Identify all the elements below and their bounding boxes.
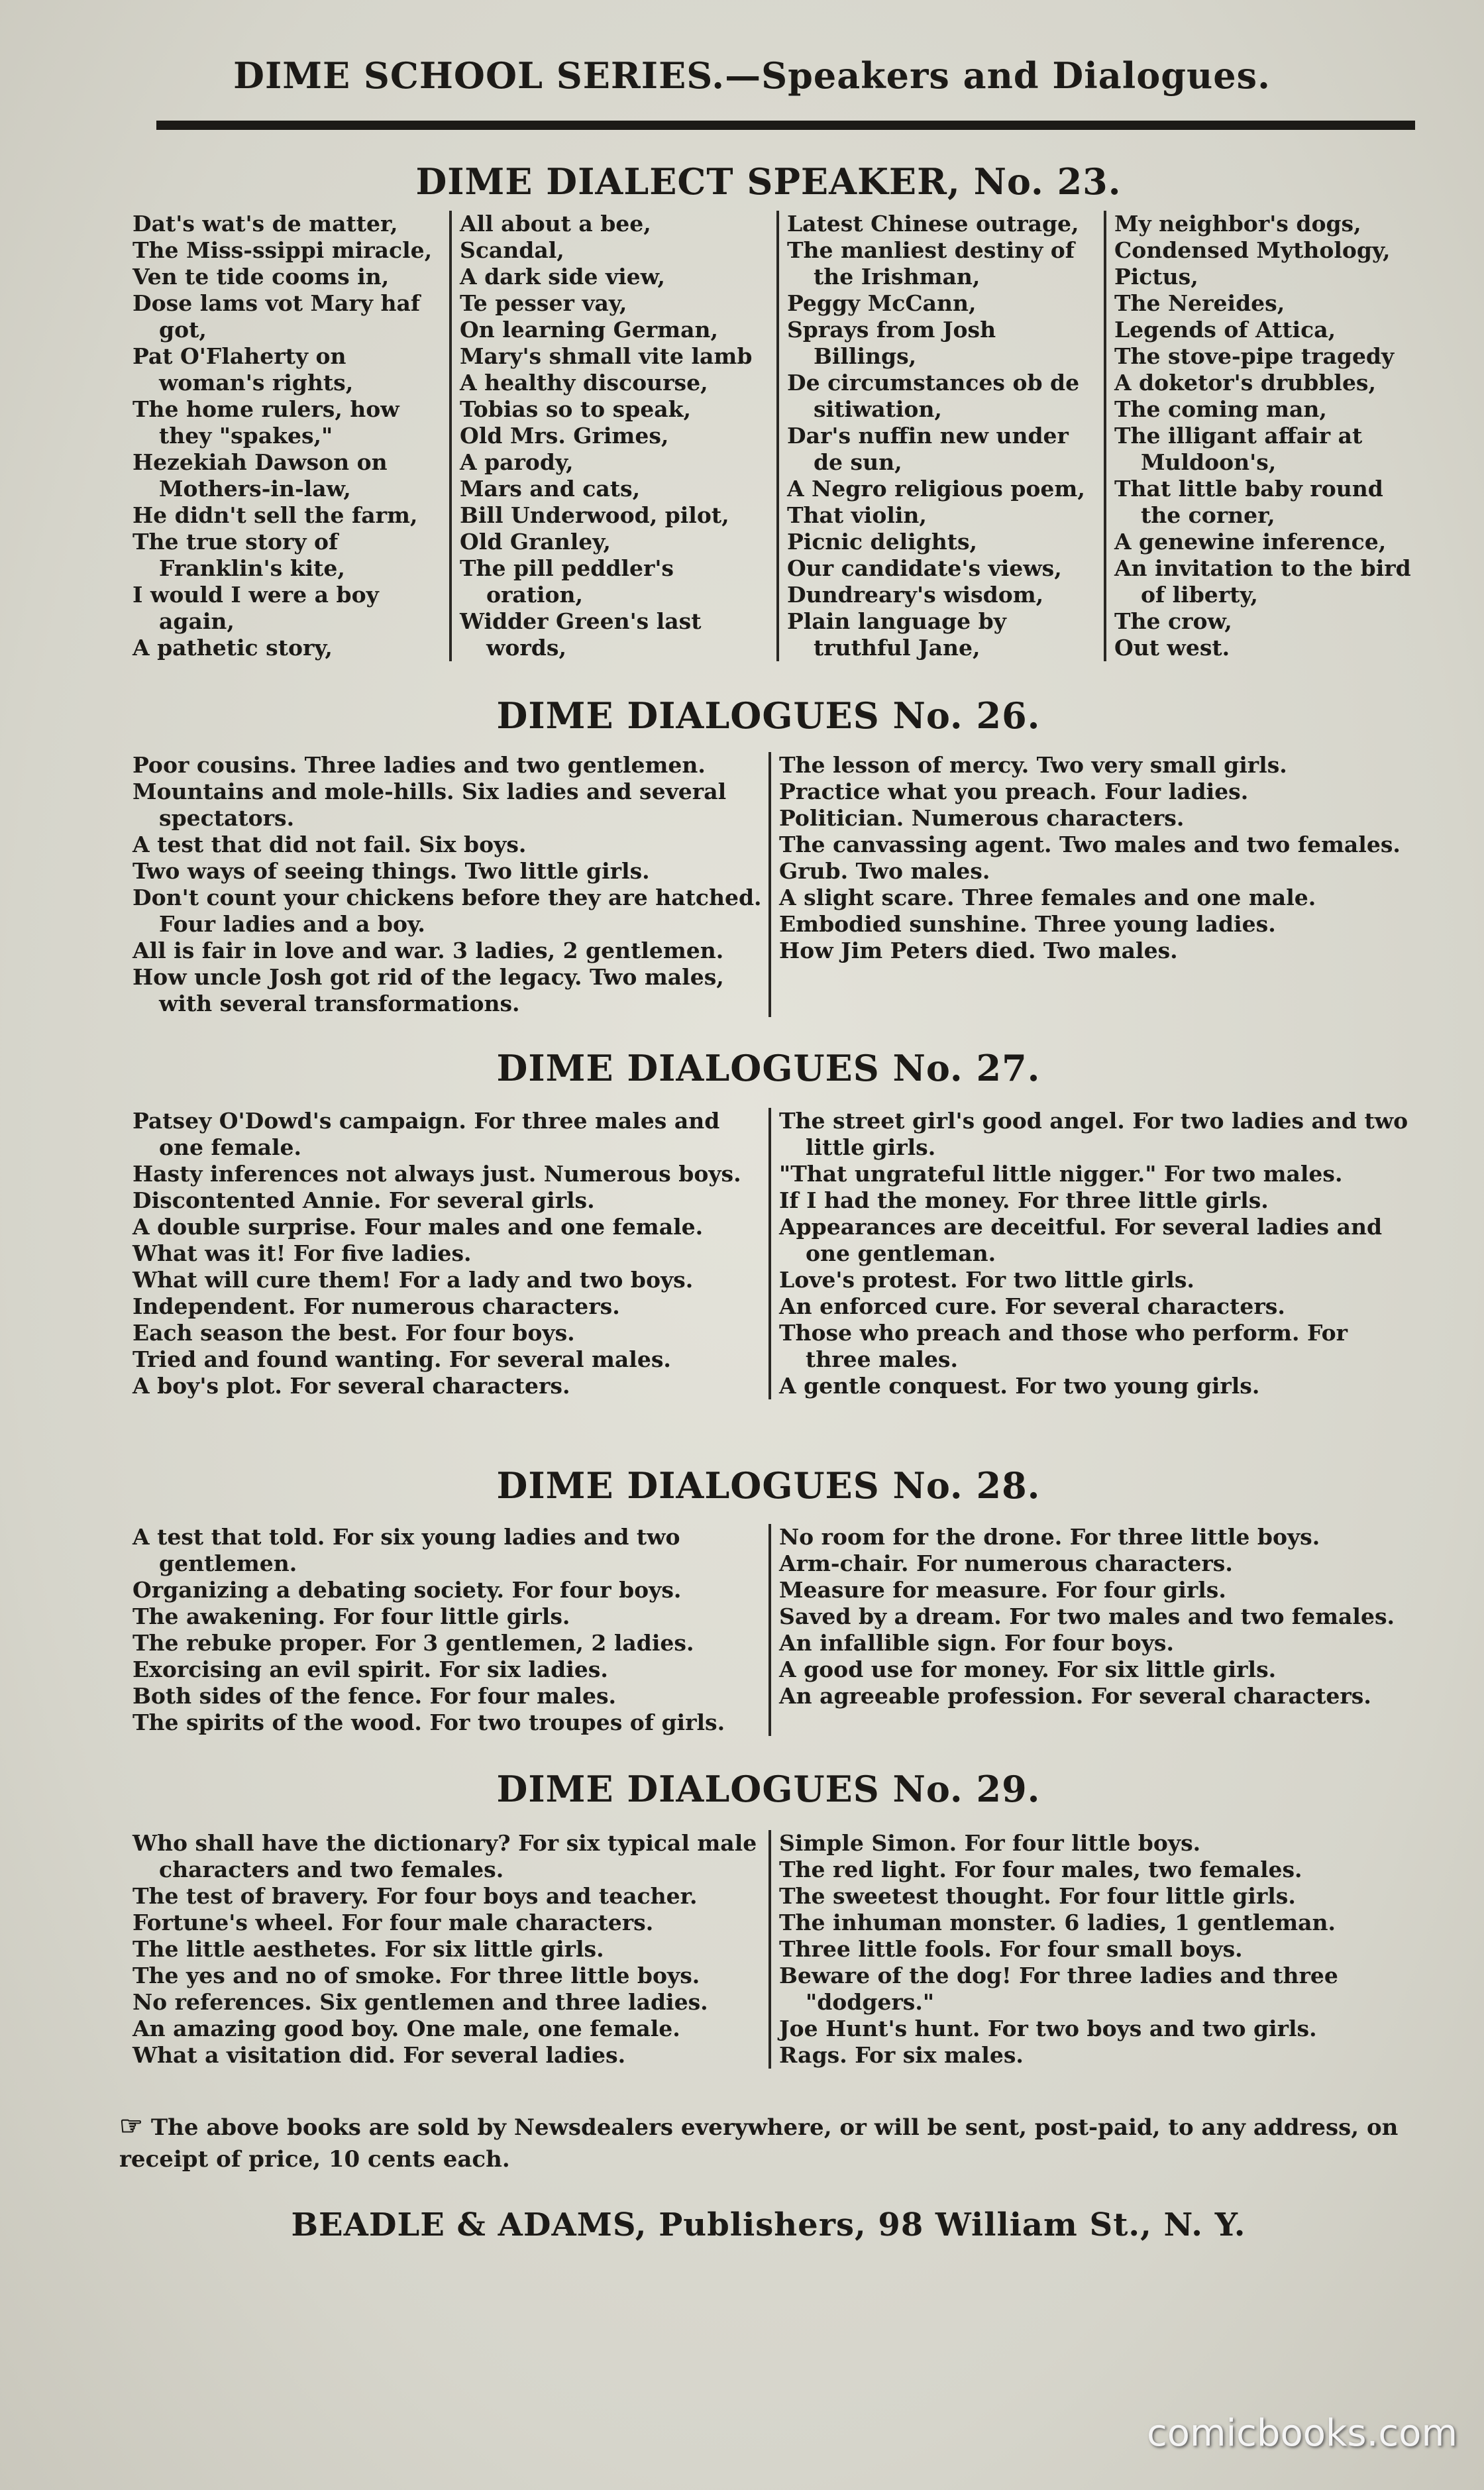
section-body-dialogues-29 bbox=[132, 1830, 1424, 2069]
column bbox=[132, 1108, 768, 1399]
list-item: What will cure them! For a lady and two boys. bbox=[132, 1267, 694, 1293]
list-item: Two ways of seeing things. Two little girls. bbox=[132, 858, 650, 884]
page-header: DIME SCHOOL SERIES.—Speakers and Dialogues. bbox=[233, 54, 1271, 97]
list-item: Latest Chinese outrage, bbox=[786, 211, 1079, 237]
list-item: No references. Six gentlemen and three ladies. bbox=[132, 1989, 708, 2015]
list-item: Scandal, bbox=[459, 237, 564, 263]
list-item: Te pesser vay, bbox=[459, 290, 627, 316]
list-item: Bill Underwood, pilot, bbox=[459, 502, 729, 528]
list-item: A genewine inference, bbox=[1114, 529, 1387, 555]
list-item: Beware of the dog! For three ladies and three "dodgers." bbox=[779, 1963, 1338, 2015]
list-item: The little aesthetes. For six little girls. bbox=[132, 1936, 604, 1962]
list-item: The yes and no of smoke. For three little boys. bbox=[132, 1963, 700, 1988]
list-item: An enforced cure. For several characters. bbox=[779, 1293, 1285, 1319]
list-item: The home rulers, how they "spakes," bbox=[132, 396, 399, 449]
list-item: That little baby round the corner, bbox=[1114, 476, 1383, 528]
list-item: The true story of Franklin's kite, bbox=[132, 529, 345, 581]
list-item: The lesson of mercy. Two very small girls. bbox=[779, 752, 1287, 778]
list-item: The rebuke proper. For 3 gentlemen, 2 ladies. bbox=[132, 1630, 694, 1656]
section-title-dialect-speaker-23: DIME DIALECT SPEAKER, No. 23. bbox=[415, 160, 1122, 203]
list-item: Those who preach and those who perform. For three males. bbox=[779, 1320, 1348, 1372]
list-item: I would I were a boy again, bbox=[132, 582, 379, 634]
list-item: The inhuman monster. 6 ladies, 1 gentleman. bbox=[779, 1910, 1336, 1935]
list-item: Love's protest. For two little girls. bbox=[779, 1267, 1194, 1293]
section-body-dialogues-26 bbox=[132, 752, 1424, 1017]
column bbox=[449, 211, 776, 661]
column bbox=[776, 211, 1104, 661]
list-item: Old Granley, bbox=[459, 529, 611, 555]
list-item: Poor cousins. Three ladies and two gentlemen. bbox=[132, 752, 706, 778]
list-item: Don't count your chickens before they are hatched. Four ladies and a boy. bbox=[132, 885, 762, 937]
list-item: De circumstances ob de sitiwation, bbox=[786, 370, 1080, 422]
watermark: comicbooks.com bbox=[1146, 2412, 1458, 2455]
list-item: The pill peddler's oration, bbox=[459, 555, 674, 608]
list-item: The spirits of the wood. For two troupes of girls. bbox=[132, 1709, 725, 1735]
list-item: A doketor's drubbles, bbox=[1114, 370, 1377, 396]
list-item: Organizing a debating society. For four boys. bbox=[132, 1577, 682, 1603]
list-item: Independent. For numerous characters. bbox=[132, 1293, 620, 1319]
column bbox=[132, 752, 768, 1017]
list-item: A Negro religious poem, bbox=[786, 476, 1085, 502]
list-item: Pictus, bbox=[1114, 264, 1198, 290]
pointing-hand-icon: ☞ bbox=[119, 2110, 143, 2141]
list-item: Simple Simon. For four little boys. bbox=[779, 1830, 1201, 1856]
list-item: Measure for measure. For four girls. bbox=[779, 1577, 1226, 1603]
column bbox=[768, 1108, 1415, 1399]
list-item: The manliest destiny of the Irishman, bbox=[786, 237, 1075, 290]
list-item: Arm-chair. For numerous characters. bbox=[779, 1550, 1233, 1576]
list-item: Each season the best. For four boys. bbox=[132, 1320, 575, 1346]
list-item: What a visitation did. For several ladies. bbox=[132, 2042, 626, 2068]
list-item: Tobias so to speak, bbox=[459, 396, 692, 422]
list-item: The Miss-ssippi miracle, bbox=[132, 237, 433, 263]
list-item: Widder Green's last words, bbox=[459, 608, 702, 661]
list-item: A slight scare. Three females and one male. bbox=[779, 885, 1316, 910]
publisher-imprint: BEADLE & ADAMS, Publishers, 98 William St., N. Y. bbox=[291, 2206, 1246, 2244]
list-item: What was it! For five ladies. bbox=[132, 1240, 472, 1266]
section-title-dialogues-26: DIME DIALOGUES No. 26. bbox=[496, 694, 1041, 737]
list-item: He didn't sell the farm, bbox=[132, 502, 418, 528]
list-item: The illigant affair at Muldoon's, bbox=[1114, 423, 1363, 475]
list-item: The Nereides, bbox=[1114, 290, 1285, 316]
section-title-dialogues-29: DIME DIALOGUES No. 29. bbox=[496, 1768, 1041, 1810]
list-item: A good use for money. For six little girls. bbox=[779, 1656, 1277, 1682]
list-item: Rags. For six males. bbox=[779, 2042, 1024, 2068]
list-item: Picnic delights, bbox=[786, 529, 978, 555]
sales-footnote bbox=[119, 2110, 1411, 2175]
list-item: Mars and cats, bbox=[459, 476, 641, 502]
list-item: Peggy McCann, bbox=[786, 290, 977, 316]
list-item: No room for the drone. For three little boys. bbox=[779, 1524, 1320, 1550]
list-item: Out west. bbox=[1114, 635, 1230, 661]
list-item: Discontented Annie. For several girls. bbox=[132, 1187, 595, 1213]
section-body-dialect-speaker-23 bbox=[132, 211, 1424, 661]
list-item: Grub. Two males. bbox=[779, 858, 990, 884]
list-item: Appearances are deceitful. For several ladies and one gentleman. bbox=[779, 1214, 1383, 1266]
list-item: How Jim Peters died. Two males. bbox=[779, 938, 1178, 963]
list-item: An infallible sign. For four boys. bbox=[779, 1630, 1174, 1656]
list-item: The awakening. For four little girls. bbox=[132, 1603, 570, 1629]
list-item: Dat's wat's de matter, bbox=[132, 211, 398, 237]
list-item: Our candidate's views, bbox=[786, 555, 1062, 581]
column bbox=[132, 1830, 768, 2069]
list-item: Hasty inferences not always just. Numerous boys. bbox=[132, 1161, 741, 1187]
list-item: Mary's shmall vite lamb bbox=[459, 343, 753, 369]
list-item: A pathetic story, bbox=[132, 635, 333, 661]
section-body-dialogues-28 bbox=[132, 1524, 1424, 1736]
list-item: Pat O'Flaherty on woman's rights, bbox=[132, 343, 354, 396]
list-item: A double surprise. Four males and one female. bbox=[132, 1214, 704, 1240]
list-item: Tried and found wanting. For several males. bbox=[132, 1346, 671, 1372]
list-item: Dar's nuffin new under de sun, bbox=[786, 423, 1069, 475]
list-item: A parody, bbox=[459, 449, 574, 475]
list-item: The crow, bbox=[1114, 608, 1232, 634]
list-item: Politician. Numerous characters. bbox=[779, 805, 1185, 831]
list-item: The coming man, bbox=[1114, 396, 1327, 422]
list-item: The street girl's good angel. For two ladies and two little girls. bbox=[779, 1108, 1408, 1160]
column bbox=[132, 1524, 768, 1736]
list-item: Dundreary's wisdom, bbox=[786, 582, 1044, 608]
section-body-dialogues-27 bbox=[132, 1108, 1424, 1399]
list-item: Who shall have the dictionary? For six typical male characters and two females. bbox=[132, 1830, 757, 1882]
column bbox=[768, 1524, 1415, 1736]
list-item: All about a bee, bbox=[459, 211, 651, 237]
list-item: Three little fools. For four small boys. bbox=[779, 1936, 1243, 1962]
list-item: "That ungrateful little nigger." For two males. bbox=[779, 1161, 1343, 1187]
list-item: An amazing good boy. One male, one female. bbox=[132, 2016, 680, 2041]
list-item: The red light. For four males, two females. bbox=[779, 1857, 1302, 1882]
list-item: A test that told. For six young ladies and two gentlemen. bbox=[132, 1524, 680, 1576]
list-item: An invitation to the bird of liberty, bbox=[1114, 555, 1411, 608]
list-item: Mountains and mole-hills. Six ladies and several spectators. bbox=[132, 779, 727, 831]
list-item: Ven te tide cooms in, bbox=[132, 264, 390, 290]
section-title-dialogues-27: DIME DIALOGUES No. 27. bbox=[496, 1047, 1041, 1089]
list-item: The stove-pipe tragedy bbox=[1114, 343, 1395, 369]
header-rule bbox=[156, 121, 1415, 130]
list-item: Saved by a dream. For two males and two females. bbox=[779, 1603, 1395, 1629]
list-item: How uncle Josh got rid of the legacy. Two males, with several transformations. bbox=[132, 964, 724, 1016]
footnote-text: The above books are sold by Newsdealers everywhere, or will be sent, post-paid, to any address, on receipt of price, 10 cents each. bbox=[119, 2114, 1399, 2173]
list-item: Plain language by truthful Jane, bbox=[786, 608, 1006, 661]
list-item: A boy's plot. For several characters. bbox=[132, 1373, 570, 1399]
column bbox=[132, 211, 449, 661]
list-item: That violin, bbox=[786, 502, 927, 528]
list-item: Joe Hunt's hunt. For two boys and two girls. bbox=[779, 2016, 1317, 2041]
list-item: Hezekiah Dawson on Mothers-in-law, bbox=[132, 449, 388, 502]
column bbox=[768, 1830, 1415, 2069]
list-item: Embodied sunshine. Three young ladies. bbox=[779, 911, 1276, 937]
list-item: All is fair in love and war. 3 ladies, 2 gentlemen. bbox=[132, 938, 724, 963]
list-item: Condensed Mythology, bbox=[1114, 237, 1391, 263]
list-item: The test of bravery. For four boys and teacher. bbox=[132, 1883, 698, 1909]
list-item: On learning German, bbox=[459, 317, 718, 343]
list-item: An agreeable profession. For several characters. bbox=[779, 1683, 1371, 1709]
list-item: Legends of Attica, bbox=[1114, 317, 1336, 343]
list-item: A healthy discourse, bbox=[459, 370, 708, 396]
list-item: A dark side view, bbox=[459, 264, 665, 290]
list-item: Old Mrs. Grimes, bbox=[459, 423, 669, 449]
list-item: The canvassing agent. Two males and two females. bbox=[779, 832, 1401, 857]
list-item: Dose lams vot Mary haf got, bbox=[132, 290, 421, 343]
list-item: Practice what you preach. Four ladies. bbox=[779, 779, 1249, 804]
list-item: Sprays from Josh Billings, bbox=[786, 317, 996, 369]
list-item: Patsey O'Dowd's campaign. For three males and one female. bbox=[132, 1108, 720, 1160]
list-item: A gentle conquest. For two young girls. bbox=[779, 1373, 1260, 1399]
section-title-dialogues-28: DIME DIALOGUES No. 28. bbox=[496, 1464, 1041, 1507]
list-item: The sweetest thought. For four little girls. bbox=[779, 1883, 1296, 1909]
list-item: If I had the money. For three little girls. bbox=[779, 1187, 1269, 1213]
column bbox=[768, 752, 1415, 1017]
list-item: My neighbor's dogs, bbox=[1114, 211, 1361, 237]
column bbox=[1104, 211, 1424, 661]
list-item: Both sides of the fence. For four males. bbox=[132, 1683, 617, 1709]
list-item: Fortune's wheel. For four male characters. bbox=[132, 1910, 654, 1935]
list-item: Exorcising an evil spirit. For six ladies. bbox=[132, 1656, 608, 1682]
list-item: A test that did not fail. Six boys. bbox=[132, 832, 527, 857]
